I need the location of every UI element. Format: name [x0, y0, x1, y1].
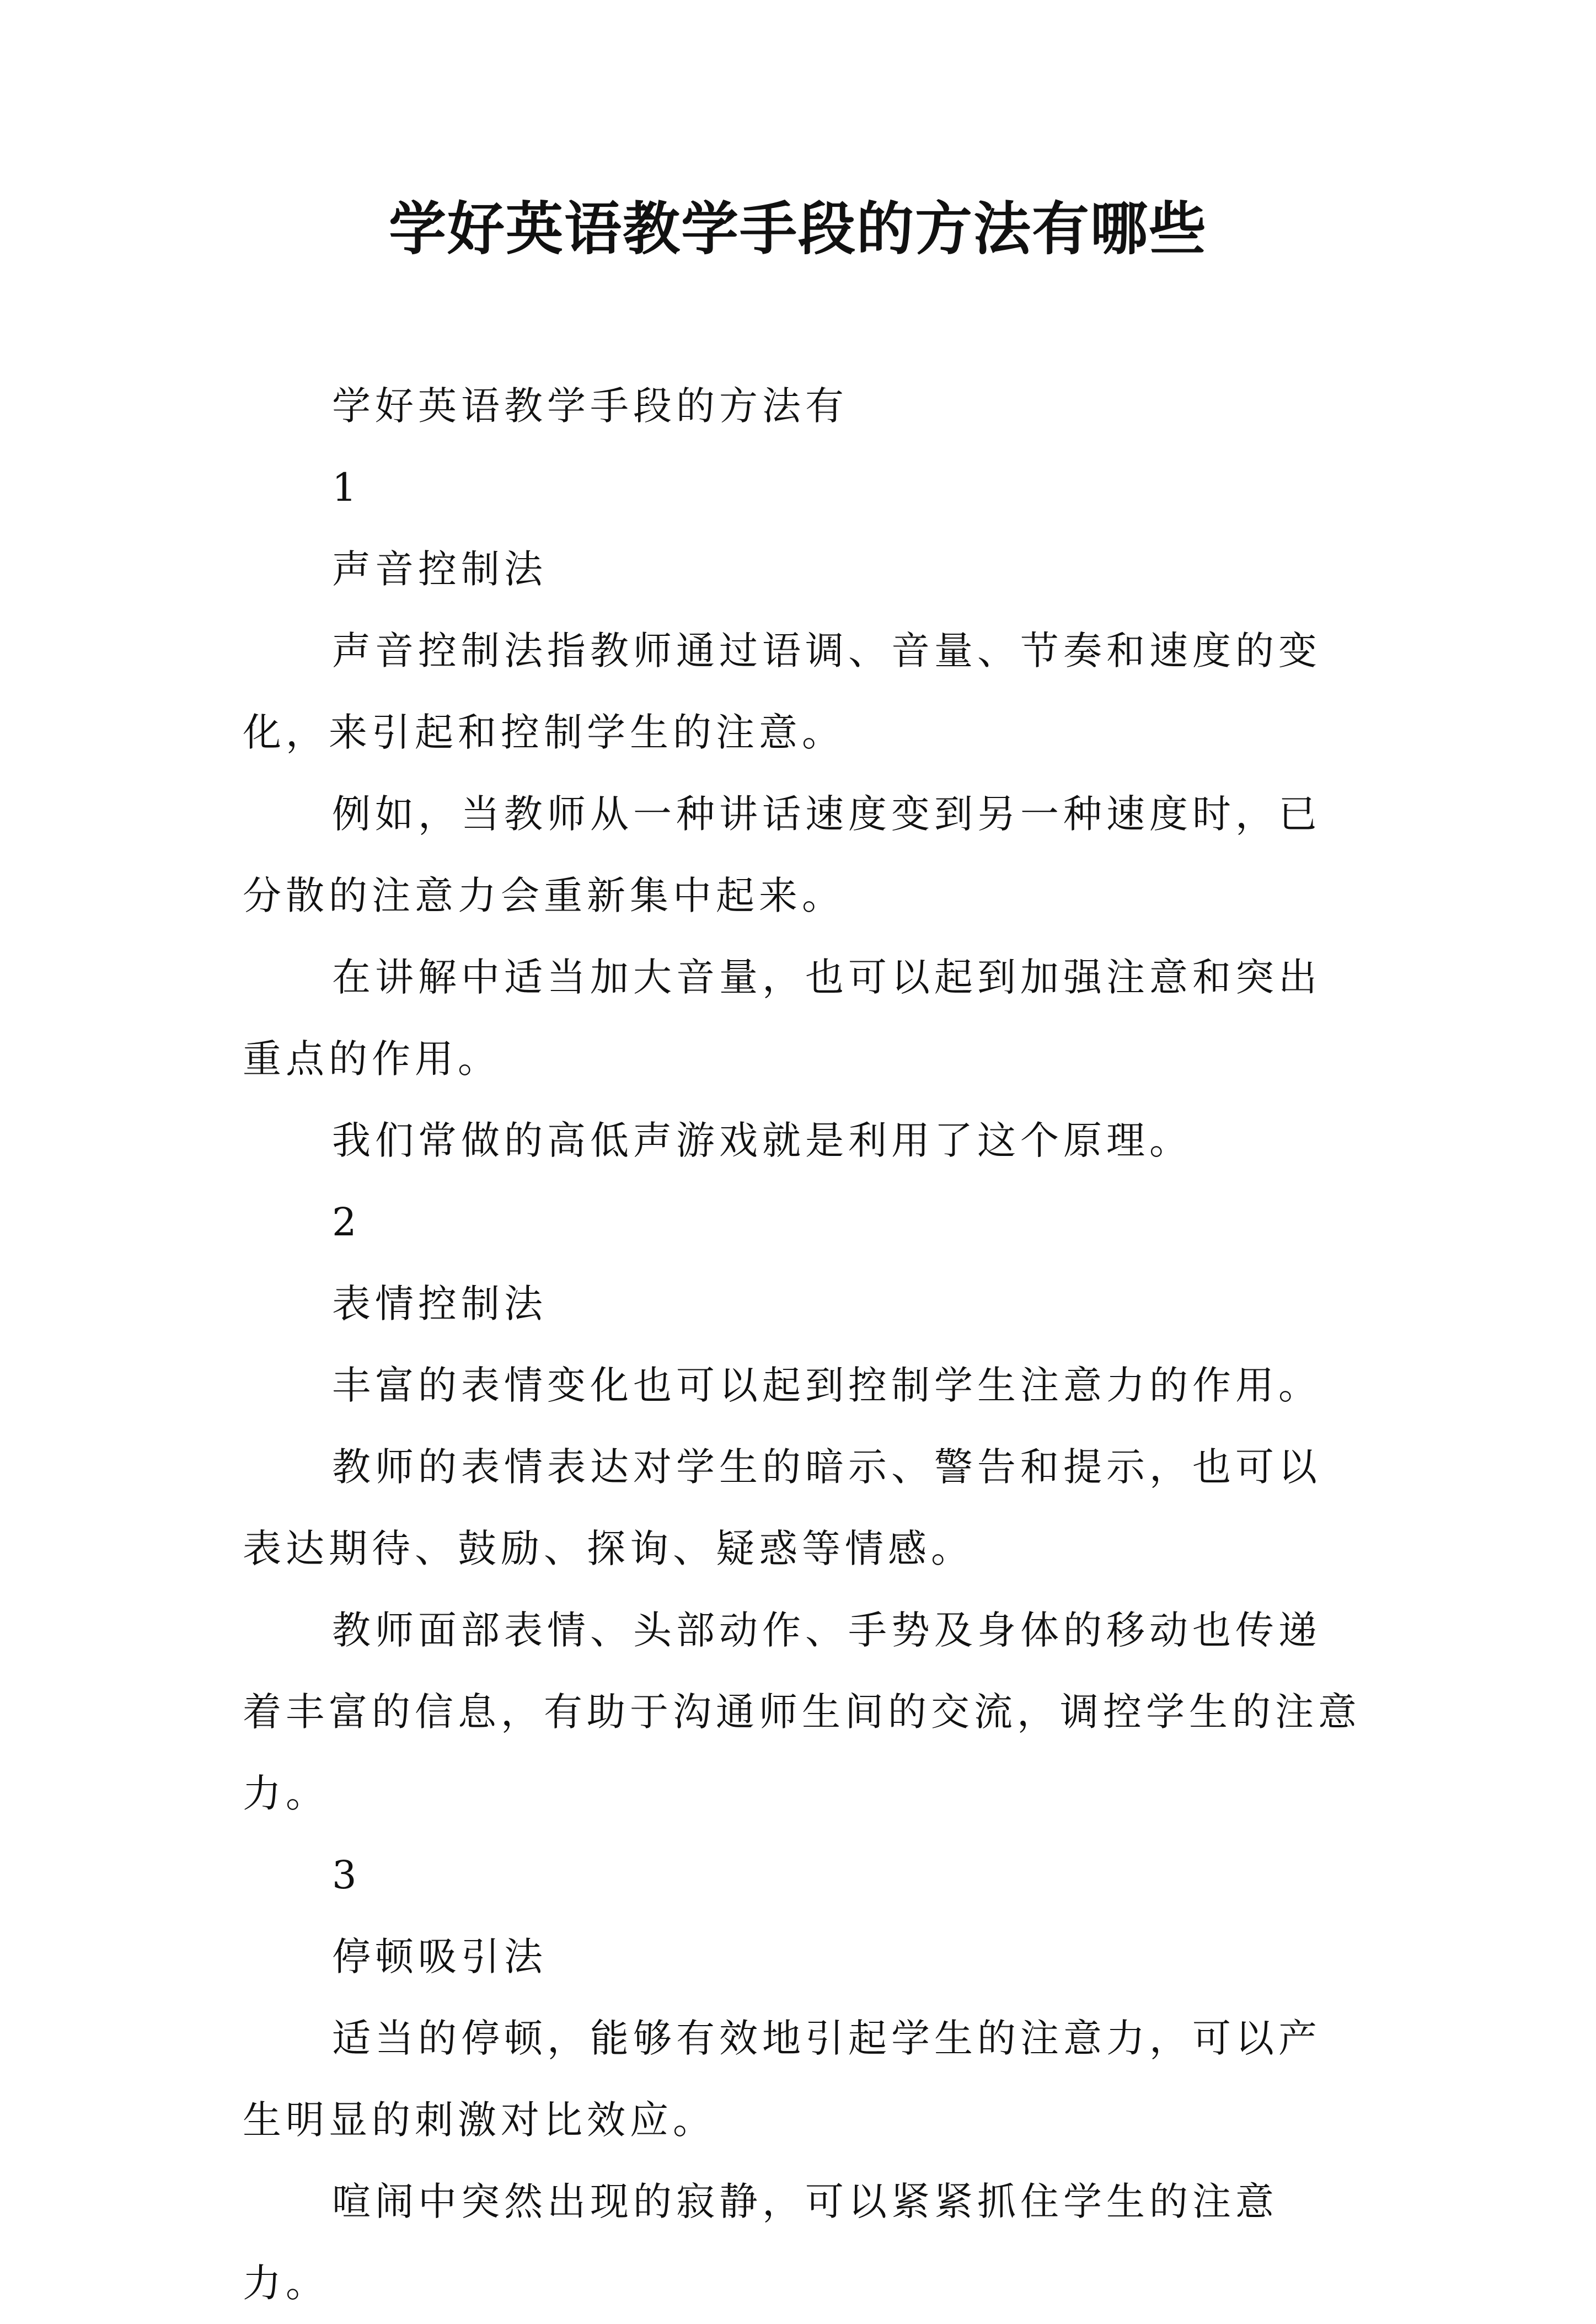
intro-paragraph: 学好英语教学手段的方法有 — [332, 383, 848, 429]
section-heading-voice-control: 声音控制法 — [332, 547, 547, 592]
document-title: 学好英语教学手段的方法有哪些 — [388, 195, 1207, 263]
document-body — [243, 365, 1362, 2324]
paragraph: 丰富的表情变化也可以起到控制学生注意力的作用。 — [332, 1363, 1321, 1408]
section-number-2: 2 — [332, 1200, 357, 1245]
paragraph: 例如，当教师从一种讲话速度变到另一种速度时，已分散的注意力会重新集中起来。 — [243, 791, 1321, 918]
paragraph: 在讲解中适当加大音量，也可以起到加强注意和突出重点的作用。 — [243, 955, 1321, 1081]
paragraph: 我们常做的高低声游戏就是利用了这个原理。 — [332, 1118, 1192, 1163]
paragraph: 适当的停顿，能够有效地引起学生的注意力，可以产生明显的刺激对比效应。 — [243, 2016, 1321, 2143]
section-heading-pause-attraction: 停顿吸引法 — [332, 1934, 547, 1979]
section-number-1: 1 — [332, 465, 357, 510]
paragraph: 教师面部表情、头部动作、手势及身体的移动也传递着丰富的信息，有助于沟通师生间的交流，调控学生的注意力。 — [243, 1608, 1361, 1816]
paragraph: 教师的表情表达对学生的暗示、警告和提示，也可以表达期待、鼓励、探询、疑惑等情感。 — [243, 1444, 1321, 1571]
section-heading-expression-control: 表情控制法 — [332, 1281, 547, 1326]
section-number-3: 3 — [332, 1852, 357, 1898]
paragraph: 喧闹中突然出现的寂静，可以紧紧抓住学生的注意力。 — [243, 2179, 1278, 2306]
paragraph: 声音控制法指教师通过语调、音量、节奏和速度的变化，来引起和控制学生的注意。 — [243, 628, 1321, 755]
